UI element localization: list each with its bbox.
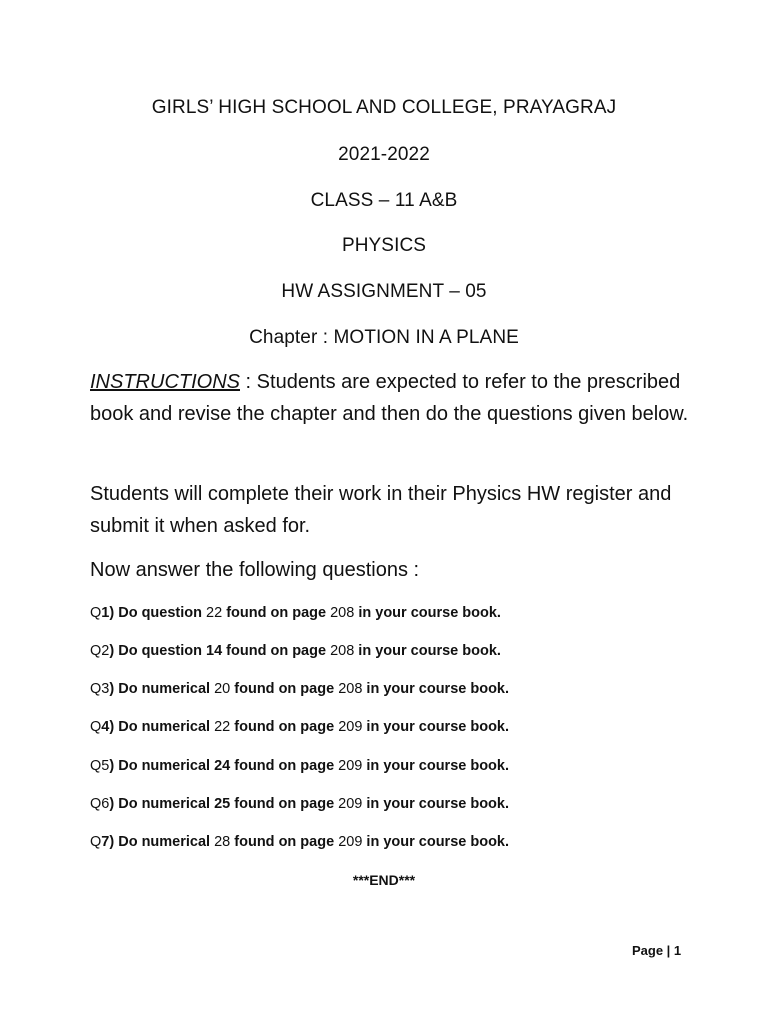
completion-note: Students will complete their work in their Physics HW register and submit it when asked for. bbox=[90, 483, 672, 537]
instructions-label: INSTRUCTIONS bbox=[90, 371, 240, 393]
question-item: Q6) Do numerical 25 found on page 209 in your course book. bbox=[90, 796, 510, 812]
question-item: Q5) Do numerical 24 found on page 209 in your course book. bbox=[90, 758, 510, 774]
page-number: Page | 1 bbox=[632, 943, 682, 958]
class-line: CLASS – 11 A&B bbox=[310, 190, 458, 211]
question-item: Q7) Do numerical 28 found on page 209 in your course book. bbox=[90, 834, 510, 850]
question-item: Q4) Do numerical 22 found on page 209 in your course book. bbox=[90, 719, 510, 735]
end-marker: ***END*** bbox=[352, 872, 416, 888]
questions-prompt: Now answer the following questions : bbox=[90, 559, 420, 581]
question-item: Q1) Do question 22 found on page 208 in your course book. bbox=[90, 605, 501, 621]
instructions-paragraph bbox=[90, 366, 690, 430]
chapter-title: Chapter : MOTION IN A PLANE bbox=[249, 327, 519, 348]
subject-title: PHYSICS bbox=[341, 235, 427, 256]
assignment-title: HW ASSIGNMENT – 05 bbox=[281, 281, 487, 302]
question-item: Q2) Do question 14 found on page 208 in your course book. bbox=[90, 643, 501, 659]
school-name: GIRLS’ HIGH SCHOOL AND COLLEGE, PRAYAGRAJ bbox=[151, 97, 617, 118]
instructions-text: : Students are expected to refer to the prescribed book and revise the chapter and then do the questions given below. bbox=[90, 371, 689, 425]
question-item: Q3) Do numerical 20 found on page 208 in your course book. bbox=[90, 681, 510, 697]
academic-session: 2021-2022 bbox=[338, 144, 430, 165]
